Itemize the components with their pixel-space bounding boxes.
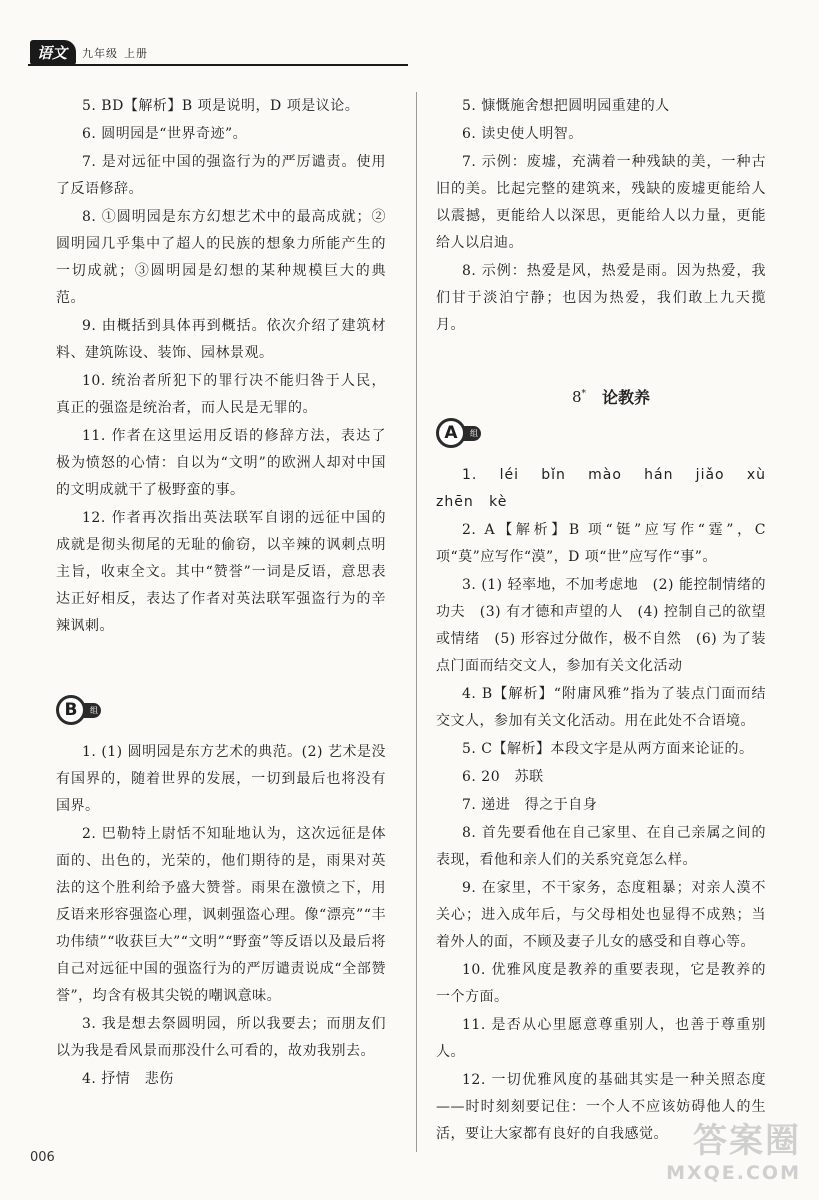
header-rule bbox=[28, 64, 408, 66]
section-gap bbox=[56, 641, 386, 691]
watermark-url: MXQE.COM bbox=[666, 1162, 801, 1184]
answer-item: 7. 是对远征中国的强盗行为的严厉谴责。使用了反语修辞。 bbox=[56, 154, 386, 197]
answer-item: 5. C【解析】本段文字是从两方面来论证的。 bbox=[462, 741, 754, 757]
answer-item: 7. 示例：废墟，充满着一种残缺的美，一种古旧的美。比起完整的建筑来，残缺的废墟更能给人以震撼，更能给人以深思，更能给人以力量，更能给人以启迪。 bbox=[436, 154, 766, 251]
left-column bbox=[56, 93, 386, 1094]
answer-item: 1. (1) 圆明园是东方艺术的典范。(2) 艺术是没有国界的，随着世界的发展，一切到最后也将没有国界。 bbox=[56, 744, 386, 814]
answer-item: 3. (1) 轻率地，不加考虑地 (2) 能控制情绪的功夫 (3) 有才德和声望的人 (4) 控制自己的欲望或情绪 (5) 形容过分做作，极不自然 (6) 为了装点门面而结交文人，参加有关文化活动 bbox=[436, 577, 766, 674]
answer-item: 6. 20 苏联 bbox=[462, 769, 544, 785]
section-a-tag: 组 bbox=[456, 426, 481, 441]
section-b-letter: B bbox=[56, 695, 86, 725]
lesson-title bbox=[456, 385, 766, 408]
page-number: 006 bbox=[30, 1150, 55, 1165]
answer-item: 9. 由概括到具体再到概括。依次介绍了建筑材料、建筑陈设、装饰、园林景观。 bbox=[56, 318, 386, 361]
answer-item: 7. 递进 得之于自身 bbox=[462, 797, 598, 813]
answer-item: 12. 一切优雅风度的基础其实是一种关照态度——时时刻刻要记住：一个人不应该妨碍他人的生活，要让大家都有良好的自我感觉。 bbox=[436, 1072, 766, 1142]
answer-item: 5. BD【解析】B 项是说明，D 项是议论。 bbox=[82, 98, 360, 114]
pinyin-answer: 1. léi bǐn mào hán jiǎo xù zhēn kè bbox=[436, 467, 766, 510]
answer-item: 4. 抒情 悲伤 bbox=[82, 1071, 174, 1087]
answer-item: 3. 我是想去祭圆明园，所以我要去；而朋友们以为我是看风景而那没什么可看的，故劝我别去。 bbox=[56, 1016, 386, 1059]
site-watermark bbox=[626, 1120, 801, 1190]
watermark-logo-text: 答案圈 bbox=[693, 1121, 801, 1161]
subject-badge: 语文 bbox=[30, 40, 76, 65]
answer-item: 11. 作者在这里运用反语的修辞方法，表达了极为愤怒的心情：自以为“文明”的欧洲人却对中国的文明成就干了极野蛮的事。 bbox=[56, 428, 386, 498]
page-header bbox=[30, 40, 148, 65]
section-a-icon bbox=[436, 418, 490, 448]
answer-item: 6. 圆明园是“世界奇迹”。 bbox=[82, 126, 248, 142]
answer-item: 11. 是否从心里愿意尊重别人，也善于尊重别人。 bbox=[436, 1017, 766, 1060]
section-b-tag: 组 bbox=[76, 703, 101, 718]
answer-item: 6. 读史使人明智。 bbox=[462, 126, 583, 142]
answer-item: 2. 巴勒特上尉恬不知耻地认为，这次远征是体面的、出色的，光荣的，他们期待的是，雨果对英法的这个胜利给予盛大赞誉。雨果在激愤之下，用反语来形容强盗心理，讽刺强盗心理。像“漂亮”“丰功伟绩”“收获巨大”“文明”“野蛮”等反语以及最后将自己对远征中国的强盗行为的严厉谴责说成“全部赞誉”，均含有极其尖锐的嘲讽意味。 bbox=[56, 826, 386, 1004]
answer-item: 10. 统治者所犯下的罪行决不能归咎于人民，真正的强盗是统治者，而人民是无罪的。 bbox=[56, 373, 386, 416]
answer-item: 9. 在家里，不干家务，态度粗暴；对亲人漠不关心；进入成年后，与父母相处也显得不成熟；当着外人的面，不顾及妻子儿女的感受和自尊心等。 bbox=[436, 880, 766, 950]
answer-item: 8. 首先要看他在自己家里、在自己亲属之间的表现，看他和亲人们的关系究竟怎么样。 bbox=[436, 825, 766, 868]
answer-item: 10. 优雅风度是教养的重要表现，它是教养的一个方面。 bbox=[436, 962, 766, 1005]
grade-label: 九年级 bbox=[82, 46, 119, 60]
section-b-icon bbox=[56, 695, 110, 725]
section-a-letter: A bbox=[436, 418, 466, 448]
lesson-number: 8* bbox=[571, 387, 587, 406]
lesson-name: 论教养 bbox=[602, 388, 651, 407]
answer-item: 2. A【解析】B 项“铤”应写作“霆”，C 项“莫”应写作“漠”，D 项“世”应写作“事”。 bbox=[436, 522, 766, 565]
answer-item: 12. 作者再次指出英法联军自诩的远征中国的成就是彻头彻尾的无耻的偷窃，以辛辣的讽刺点明主旨，收束全文。其中“赞誉”一词是反语，意思表达正好相反，表达了作者对英法联军强盗行为的辛辣讽刺。 bbox=[56, 510, 386, 634]
right-column bbox=[436, 93, 766, 1149]
volume-label: 上册 bbox=[124, 46, 149, 60]
answer-item: 5. 慷慨施舍想把圆明园重建的人 bbox=[462, 98, 670, 114]
answer-item: 8. ①圆明园是东方幻想艺术中的最高成就；②圆明园几乎集中了超人的民族的想象力所能产生的一切成就；③圆明园是幻想的某种规模巨大的典范。 bbox=[56, 209, 386, 306]
answer-item: 8. 示例：热爱是风，热爱是雨。因为热爱，我们甘于淡泊宁静；也因为热爱，我们敢上九天揽月。 bbox=[436, 263, 766, 333]
column-divider bbox=[416, 92, 417, 1152]
answer-item: 4. B【解析】“附庸风雅”指为了装点门面而结交文人，参加有关文化活动。用在此处不合语境。 bbox=[436, 686, 766, 729]
